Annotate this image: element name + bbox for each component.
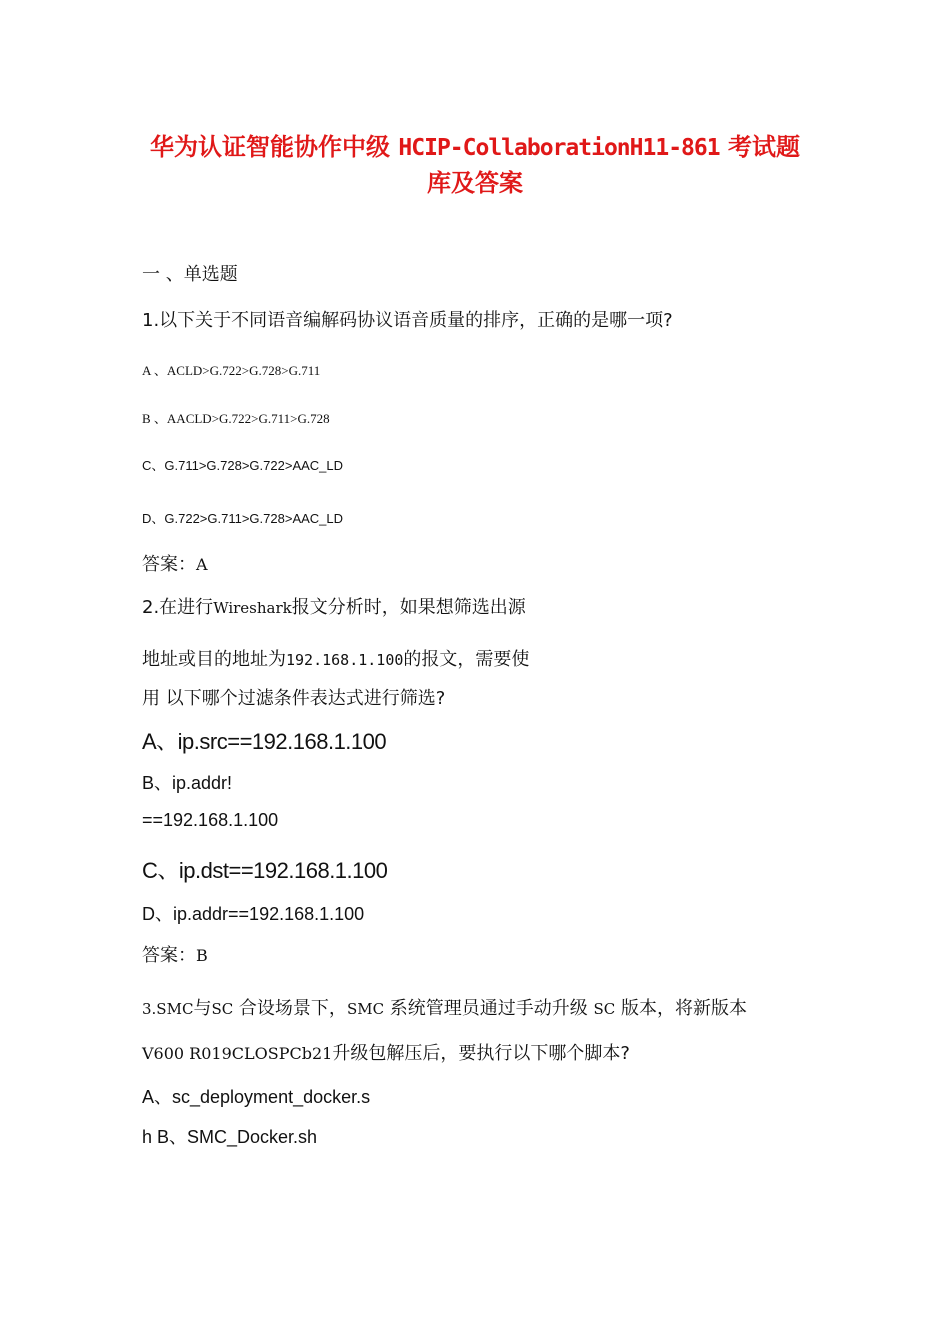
question-2-option-c: C、ip.dst==192.168.1.100 xyxy=(142,858,388,883)
question-2-line-3: 用 以下哪个过滤条件表达式进行筛选? xyxy=(142,688,446,709)
question-3-option-b: h B、SMC_Docker.sh xyxy=(142,1127,318,1147)
answer-label: 答案： xyxy=(142,945,196,966)
question-2-option-d: D、ip.addr==192.168.1.100 xyxy=(142,904,365,924)
question-2-tool-name: Wireshark xyxy=(213,599,292,617)
section-heading: 一 、单选题 xyxy=(142,264,238,285)
question-2-option-a: A、ip.src==192.168.1.100 xyxy=(142,729,387,754)
question-1-option-b: B 、AACLD>G.722>G.711>G.728 xyxy=(142,411,330,426)
answer-value: B xyxy=(196,946,208,965)
question-2-option-b-line2: ==192.168.1.100 xyxy=(142,810,279,830)
question-3-smc: SMC xyxy=(346,1000,385,1018)
question-1-answer xyxy=(142,550,208,576)
question-2-text-2-suffix: 的报文，需要使 xyxy=(403,649,530,670)
question-3-text-2: 升级包解压后，要执行以下哪个脚本? xyxy=(332,1043,630,1064)
title-text-line2: 库及答案 xyxy=(427,169,523,197)
question-3-line-1 xyxy=(142,994,747,1020)
question-2-option-b-line1: B、ip.addr! xyxy=(142,773,233,793)
document-title-line1 xyxy=(100,130,850,165)
question-3-version: V600 R019CLOSPCb21 xyxy=(142,1044,333,1063)
question-3-text-d: 版本，将新版本 xyxy=(615,998,748,1019)
question-2-line-2 xyxy=(142,645,529,671)
question-2-text-2: 地址或目的地址为 xyxy=(142,649,286,670)
question-2-text: 2.在进行 xyxy=(142,597,214,618)
answer-label: 答案： xyxy=(142,554,196,575)
question-3-option-a: A、sc_deployment_docker.s xyxy=(142,1087,371,1107)
question-1-text xyxy=(142,306,673,332)
question-2-ip: 192.168.1.100 xyxy=(286,651,404,669)
question-1-option-a: A 、ACLD>G.722>G.728>G.711 xyxy=(142,363,321,378)
question-3-line-2 xyxy=(142,1039,630,1065)
title-text-cn: 华为认证智能协作中级 xyxy=(150,133,399,161)
question-3-sc: SC xyxy=(211,1000,234,1018)
question-3-sc-2: SC xyxy=(593,1000,616,1018)
question-2-answer xyxy=(142,941,208,967)
answer-value: A xyxy=(196,555,208,574)
question-1-stem: 1.以下关于不同语音编解码协议语音质量的排序，正确的是哪一项? xyxy=(142,310,673,331)
question-3-number: 3.SMC xyxy=(142,1000,194,1018)
question-3-text-b: 合设场景下， xyxy=(233,998,347,1019)
question-3-text-c: 系统管理员通过手动升级 xyxy=(384,998,594,1019)
title-text-cn-suffix: 考试题 xyxy=(719,133,800,161)
document-title-line2 xyxy=(100,166,850,200)
question-2-text-suffix: 报文分析时，如果想筛选出源 xyxy=(291,597,526,618)
question-3-text-a: 与 xyxy=(193,998,212,1019)
title-exam-code: HCIP-CollaborationH11-861 xyxy=(398,135,720,161)
question-1-option-c: C、G.711>G.728>G.722>AAC_LD xyxy=(142,458,344,473)
question-2-line-1 xyxy=(142,593,526,619)
question-1-option-d: D、G.722>G.711>G.728>AAC_LD xyxy=(142,511,344,526)
